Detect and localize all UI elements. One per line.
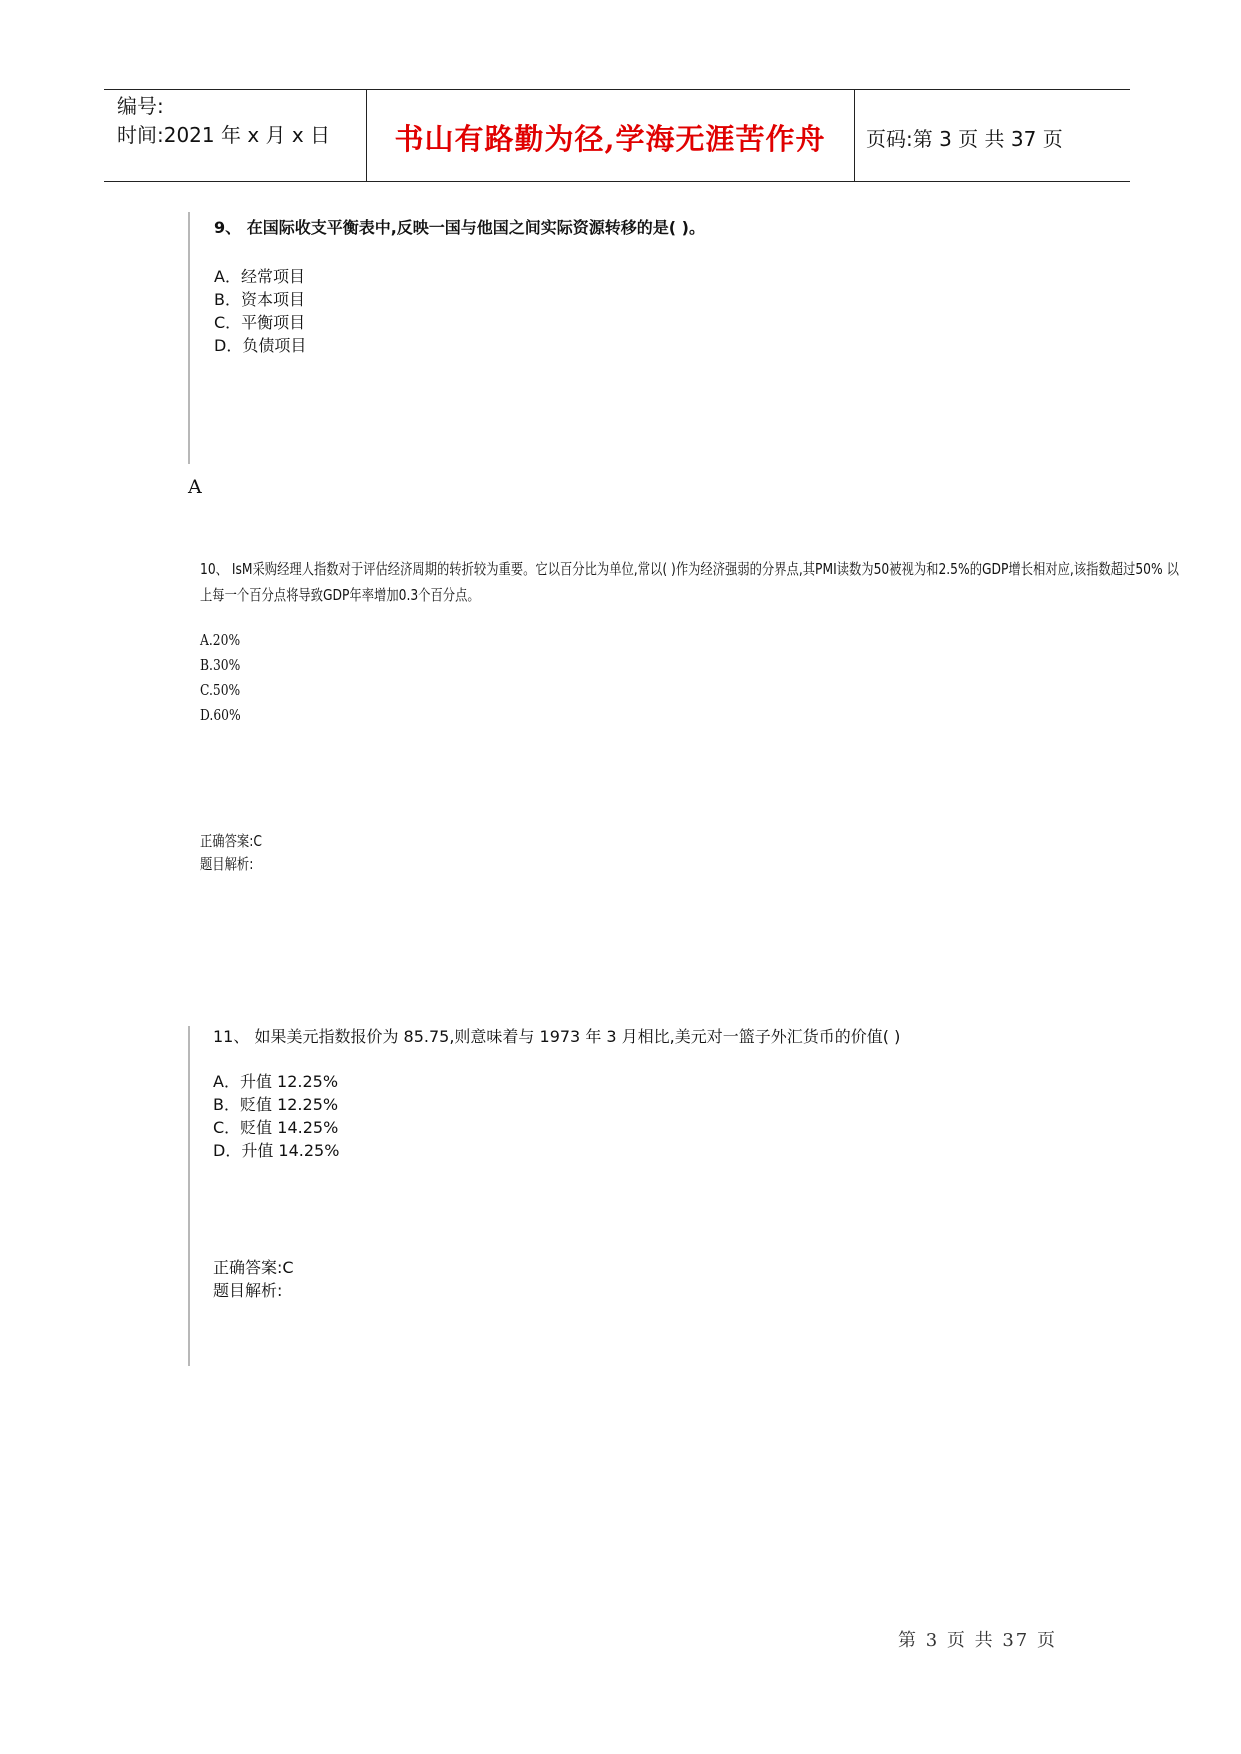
question-10-stem-line-1: 10、 IsM采购经理人指数对于评估经济周期的转折较为重要。它以百分比为单位,常以( )作为经济强弱的分界点,其PMI读数为50被视为和2.5%的GDP增长相对应,该指数超过50% 以 — [200, 560, 1179, 578]
question-10-option-a: A.20% — [200, 631, 241, 649]
time-label: 时间:2021 年 x 月 x 日 — [117, 123, 331, 147]
question-10-analysis: 题目解析: — [200, 855, 254, 873]
header-top-rule — [104, 89, 1130, 90]
question-9-option-a: A．经常项目 — [214, 267, 305, 286]
page-footer: 第 3 页 共 37 页 — [898, 1630, 1057, 1651]
question-11-stem: 11、 如果美元指数报价为 85.75,则意味着与 1973 年 3 月相比,美元对一篮子外汇货币的价值( ) — [213, 1027, 901, 1046]
question-11-option-b: B．贬值 12.25% — [213, 1095, 339, 1114]
header-divider-right — [854, 89, 855, 181]
question-11-margin-bar — [188, 1026, 190, 1366]
header-bottom-rule — [104, 181, 1130, 182]
question-9-option-d: D．负债项目 — [214, 336, 307, 355]
question-11-options — [213, 1070, 900, 1162]
question-9 — [214, 217, 705, 357]
header-left-cell — [117, 92, 330, 150]
question-11-answer-block — [213, 1256, 900, 1302]
question-11-option-d: D．升值 14.25% — [213, 1141, 340, 1160]
question-11-option-c: C．贬值 14.25% — [213, 1118, 339, 1137]
question-9-options — [214, 265, 705, 357]
question-10-option-c: C.50% — [200, 681, 241, 699]
question-10-answer-block — [200, 830, 1241, 876]
question-11-answer: 正确答案:C — [213, 1258, 294, 1277]
question-9-option-b: B．资本项目 — [214, 290, 305, 309]
question-9-option-c: C．平衡项目 — [214, 313, 306, 332]
question-10-options — [200, 628, 1241, 728]
question-9-stem: 9、 在国际收支平衡表中,反映一国与他国之间实际资源转移的是( )。 — [214, 218, 705, 237]
question-10-option-d: D.60% — [200, 706, 241, 724]
header-divider-left — [366, 89, 367, 181]
question-9-margin-bar — [188, 212, 190, 464]
standalone-answer: A — [188, 476, 202, 498]
question-10-stem-line-2: 上每一个百分点将导致GDP年率增加0.3个百分点。 — [200, 586, 480, 604]
header-motto: 书山有路勤为径,学海无涯苦作舟 — [394, 122, 826, 156]
question-11 — [213, 1026, 900, 1302]
question-11-option-a: A．升值 12.25% — [213, 1072, 339, 1091]
question-10-option-b: B.30% — [200, 656, 241, 674]
number-label: 编号: — [117, 94, 164, 118]
header-page-label: 页码:第 3 页 共 37 页 — [866, 127, 1063, 151]
question-11-analysis: 题目解析: — [213, 1281, 283, 1300]
question-10 — [200, 558, 1241, 876]
question-10-answer: 正确答案:C — [200, 832, 262, 850]
